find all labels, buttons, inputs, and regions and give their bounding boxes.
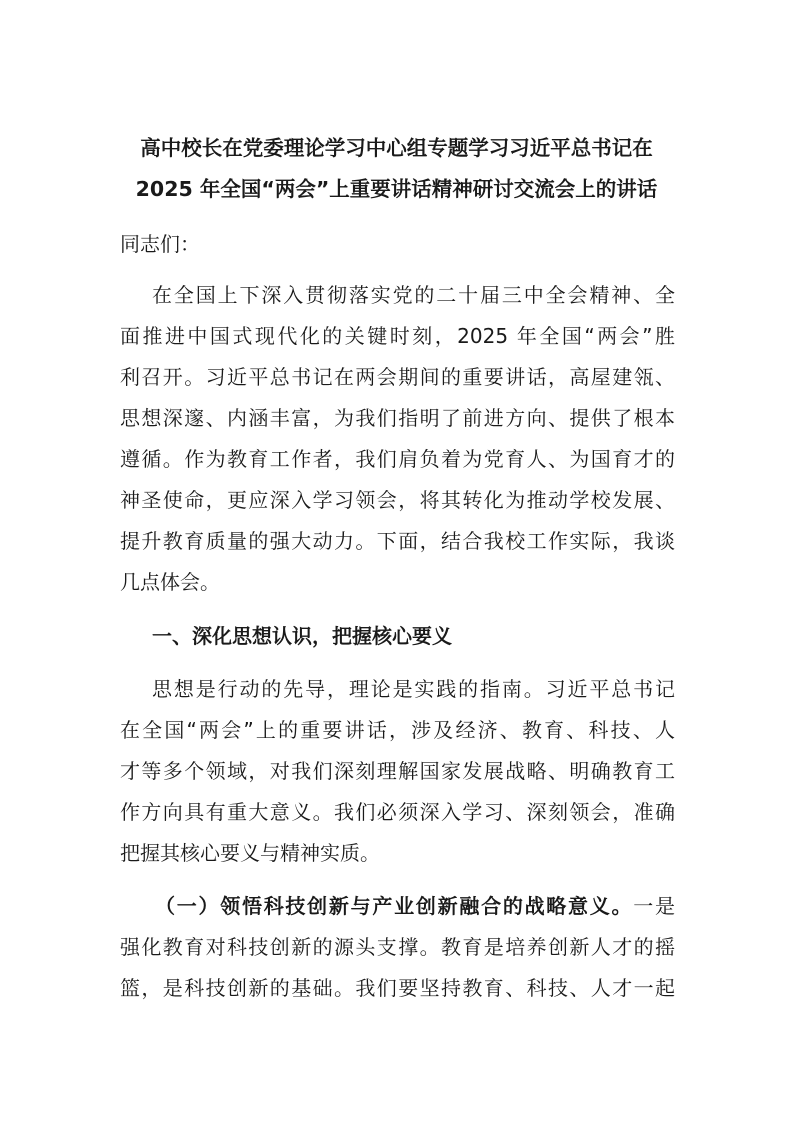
document-title-line-1: 高中校长在党委理论学习中心组专题学习习近平总书记在 <box>140 136 653 160</box>
section-heading-1: 一、深化思想认识，把握核心要义 <box>152 624 452 648</box>
paragraph-1-line: 思想深邃、内涵丰富，为我们指明了前进方向、提供了根本 <box>120 406 675 430</box>
subheading-1: （一）领悟科技创新与产业创新融合的战略意义。 <box>155 894 634 918</box>
paragraph-1-line: 利召开。习近平总书记在两会期间的重要讲话，高屋建瓴、 <box>120 365 675 389</box>
document-title-line-2: 2025 年全国“两会”上重要讲话精神研讨交流会上的讲话 <box>135 177 658 201</box>
paragraph-2-line: 作方向具有重大意义。我们必须深入学习、深刻领会，准确 <box>120 800 675 824</box>
paragraph-1-line: 面推进中国式现代化的关键时刻，2025 年全国“两会”胜 <box>120 324 675 348</box>
paragraph-3-first-line <box>155 890 675 919</box>
paragraph-2-line: 思想是行动的先导，理论是实践的指南。习近平总书记 <box>152 677 675 701</box>
paragraph-2-line: 把握其核心要义与精神实质。 <box>120 841 380 865</box>
paragraph-1-line: 几点体会。 <box>120 570 220 594</box>
paragraph-3-lead-rest: 一是 <box>633 894 676 918</box>
paragraph-3-line: 篮，是科技创新的基础。我们要坚持教育、科技、人才一起 <box>120 976 675 1000</box>
paragraph-1-line: 提升教育质量的强大动力。下面，结合我校工作实际，我谈 <box>120 529 675 553</box>
paragraph-2-line: 在全国“两会”上的重要讲话，涉及经济、教育、科技、人 <box>120 718 675 742</box>
paragraph-1-line: 遵循。作为教育工作者，我们肩负着为党育人、为国育才的 <box>120 447 675 471</box>
paragraph-1-line: 神圣使命，更应深入学习领会，将其转化为推动学校发展、 <box>120 488 675 512</box>
salutation: 同志们： <box>120 232 200 256</box>
paragraph-1-line: 在全国上下深入贯彻落实党的二十届三中全会精神、全 <box>152 283 675 307</box>
paragraph-2-line: 才等多个领域，对我们深刻理解国家发展战略、明确教育工 <box>120 759 675 783</box>
paragraph-3-line: 强化教育对科技创新的源头支撑。教育是培养创新人才的摇 <box>120 935 675 959</box>
